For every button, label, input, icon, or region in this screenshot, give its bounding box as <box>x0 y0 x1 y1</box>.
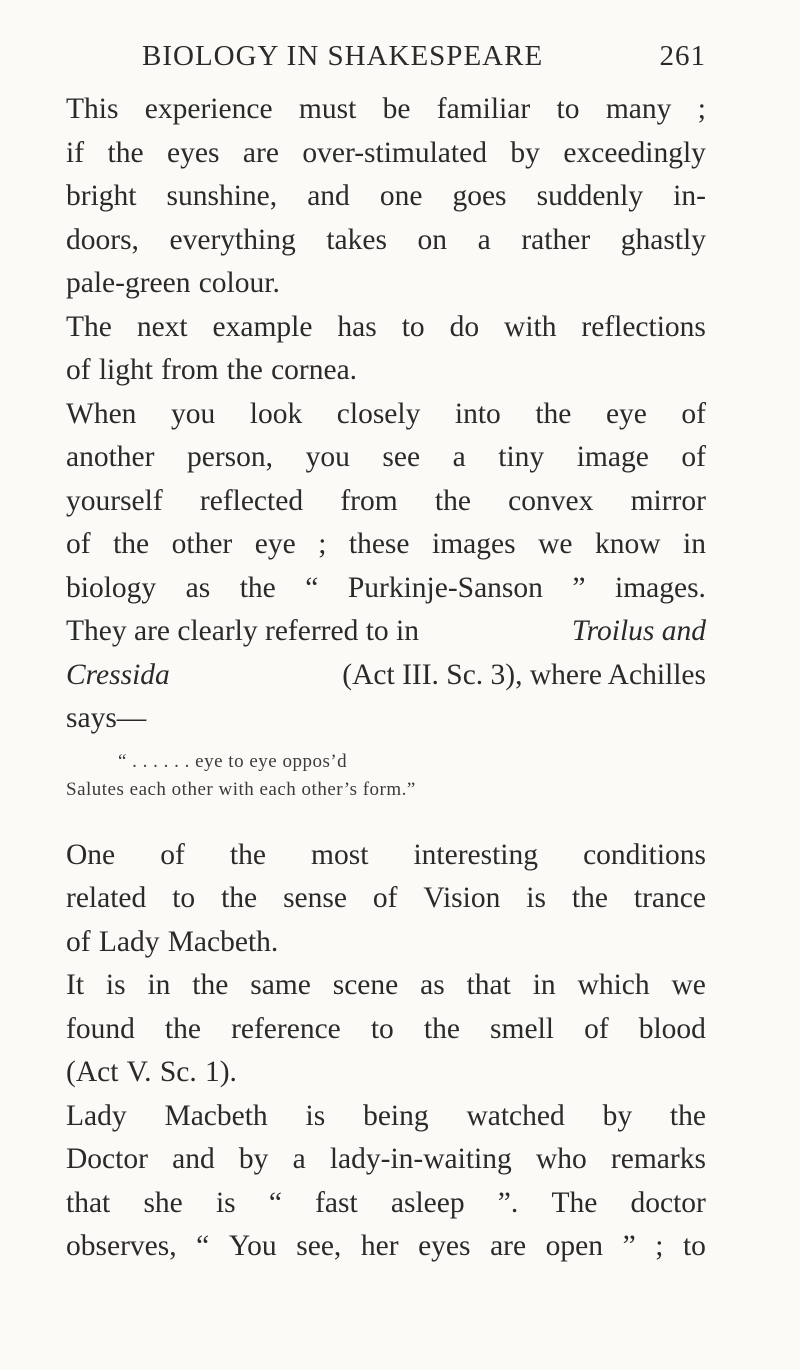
word: sense <box>283 882 347 914</box>
word: yourself <box>66 484 163 517</box>
word: blood <box>638 1012 706 1045</box>
word: One <box>66 838 116 871</box>
word: you <box>305 441 350 473</box>
word: to <box>172 882 196 914</box>
word: be <box>382 93 411 125</box>
word: ” <box>572 571 586 604</box>
word: that <box>466 969 511 1001</box>
word: most <box>311 838 369 871</box>
word: know <box>594 528 661 560</box>
word: reflected <box>199 484 304 517</box>
word: person, <box>187 441 274 473</box>
word: is <box>305 1099 326 1132</box>
word: on <box>417 223 448 256</box>
word: to <box>370 1012 394 1045</box>
word: the <box>192 969 229 1001</box>
word: to <box>682 1230 706 1262</box>
word: “ <box>196 1230 210 1262</box>
block-quote <box>66 748 706 804</box>
word: bright <box>66 180 137 212</box>
word: Doctor <box>66 1143 148 1175</box>
word: same <box>250 969 311 1001</box>
word: images <box>432 528 516 560</box>
word: by <box>510 136 540 169</box>
word: “ <box>305 571 319 604</box>
word: is <box>105 969 126 1001</box>
word: of <box>66 528 91 560</box>
text-line <box>66 1051 706 1095</box>
word: and <box>172 1143 215 1175</box>
word: images. <box>615 571 706 604</box>
word: is <box>526 882 546 914</box>
word: being <box>363 1099 429 1132</box>
text-line <box>66 964 706 1008</box>
word: watched <box>466 1099 565 1132</box>
text-line <box>66 697 706 741</box>
word: suddenly <box>536 180 644 212</box>
word: smell <box>490 1012 554 1045</box>
word: You <box>228 1230 277 1262</box>
word: Sc. <box>159 1056 197 1088</box>
word: that <box>66 1186 111 1219</box>
word: example <box>212 310 313 343</box>
word: pale-green <box>66 267 191 299</box>
word: do <box>449 310 480 343</box>
word: the <box>423 1012 460 1045</box>
word: ; <box>697 93 706 125</box>
word: the <box>229 838 266 871</box>
word: eye <box>254 528 296 560</box>
word: When <box>66 397 137 430</box>
word: trance <box>633 882 706 914</box>
word: of <box>160 838 185 871</box>
body-text <box>66 88 706 1269</box>
quote-line: Salutes each other with each other’s form.” <box>66 778 416 800</box>
word: a <box>292 1143 306 1175</box>
text-line <box>66 1182 706 1226</box>
word: This <box>66 93 119 125</box>
paragraph-1 <box>66 88 706 306</box>
play-title-cressida: Cressida <box>66 658 170 691</box>
word: rather <box>521 223 591 256</box>
text-line <box>66 132 706 176</box>
word: image <box>576 441 649 473</box>
text-line <box>66 480 706 524</box>
text-line <box>66 88 706 132</box>
word: the <box>535 397 572 430</box>
word: to <box>401 310 425 343</box>
text-line <box>66 523 706 567</box>
word: the <box>113 528 150 560</box>
word: next <box>136 310 188 343</box>
text-line <box>66 219 706 263</box>
word: which <box>577 969 650 1001</box>
word: reference <box>231 1012 341 1045</box>
text-line <box>66 393 706 437</box>
word: the <box>226 354 263 386</box>
word: eyes <box>418 1230 471 1262</box>
word: open <box>545 1230 603 1262</box>
word: the <box>669 1099 706 1132</box>
word: tiny <box>498 441 545 473</box>
word: ; <box>655 1230 664 1262</box>
word: see <box>382 441 421 473</box>
word: 1). <box>204 1056 237 1088</box>
word: ; <box>318 528 327 560</box>
text-line <box>66 567 706 611</box>
word: are <box>242 136 279 169</box>
word: has <box>337 310 377 343</box>
word: a <box>452 441 466 473</box>
text-line <box>66 1138 706 1182</box>
word: The <box>66 310 112 343</box>
word: doctor <box>630 1186 706 1219</box>
word: of <box>681 441 706 473</box>
word: ghastly <box>620 223 706 256</box>
word: eyes <box>167 136 220 169</box>
word: Macbeth <box>164 1099 268 1132</box>
word: of <box>372 882 398 914</box>
word: Vision <box>423 882 501 914</box>
word: ” <box>622 1230 636 1262</box>
text-line <box>66 921 706 965</box>
word: if <box>66 136 85 169</box>
word: biology <box>66 571 157 604</box>
word: are <box>490 1230 527 1262</box>
word: of <box>584 1012 609 1045</box>
word: Lady <box>66 1099 127 1132</box>
word: from <box>161 354 219 386</box>
word: the <box>107 136 144 169</box>
text-line-with-title <box>66 654 706 698</box>
word: as <box>420 969 445 1001</box>
word: scene <box>332 969 399 1001</box>
paragraph-2 <box>66 306 706 393</box>
text-line-with-title <box>66 610 706 654</box>
word: conditions <box>583 838 706 871</box>
word: experience <box>144 93 273 125</box>
word: reflections <box>581 310 706 343</box>
word: of <box>66 354 91 386</box>
word: observes, <box>66 1230 177 1262</box>
word: see, <box>296 1230 342 1262</box>
text-line <box>66 877 706 921</box>
text-line <box>66 175 706 219</box>
line-text: says— <box>66 702 147 734</box>
line-text: (Act III. Sc. 3), where Achilles <box>342 658 706 691</box>
running-head <box>66 36 706 88</box>
word: light <box>98 354 153 386</box>
text-line <box>66 349 706 393</box>
page-number: 261 <box>659 40 706 72</box>
line-text: They are clearly referred to in <box>66 615 419 647</box>
word: in- <box>673 180 706 212</box>
word: these <box>348 528 410 560</box>
text-line <box>66 436 706 480</box>
word: as <box>185 571 211 604</box>
word: the <box>164 1012 201 1045</box>
word: Purkinje-Sanson <box>347 571 543 604</box>
word: is <box>215 1186 236 1219</box>
word: cornea. <box>271 354 358 386</box>
word: one <box>379 180 423 212</box>
word: with <box>504 310 557 343</box>
word: the <box>571 882 608 914</box>
word: look <box>249 397 303 430</box>
paragraph-4 <box>66 834 706 965</box>
word: other <box>171 528 233 560</box>
word: related <box>66 882 147 914</box>
word: eye <box>605 397 647 430</box>
word: you <box>170 397 216 430</box>
word: many <box>605 93 672 125</box>
word: into <box>454 397 501 430</box>
word: a <box>477 223 491 256</box>
word: asleep <box>390 1186 465 1219</box>
book-page <box>66 36 706 1269</box>
word: and <box>307 180 350 212</box>
word: who <box>535 1143 587 1175</box>
paragraph-6 <box>66 1095 706 1269</box>
word: convex <box>508 484 594 517</box>
word: we <box>538 528 573 560</box>
word: lady-in-waiting <box>329 1143 512 1175</box>
text-line <box>66 1095 706 1139</box>
word: by <box>602 1099 633 1132</box>
word: goes <box>452 180 507 212</box>
word: The <box>551 1186 598 1219</box>
word: “ <box>268 1186 282 1219</box>
word: in <box>147 969 171 1001</box>
word: (Act <box>66 1056 119 1088</box>
word: doors, <box>66 223 139 256</box>
word: Lady <box>98 925 160 958</box>
word: another <box>66 441 155 473</box>
word: mirror <box>630 484 706 517</box>
text-line <box>66 834 706 878</box>
word: interesting <box>413 838 538 871</box>
play-title-troilus: Troilus and <box>571 615 706 647</box>
word: V. <box>126 1056 152 1088</box>
word: of <box>681 397 706 430</box>
running-title: BIOLOGY IN SHAKESPEARE <box>142 40 544 72</box>
word: takes <box>326 223 387 256</box>
word: of <box>66 925 91 958</box>
word: familiar <box>436 93 531 125</box>
word: the <box>239 571 276 604</box>
paragraph-3 <box>66 393 706 741</box>
word: sunshine, <box>166 180 278 212</box>
word: closely <box>336 397 421 430</box>
word: everything <box>169 223 296 256</box>
quote-line: “ . . . . . . eye to eye oppos’d <box>118 750 348 772</box>
word: Macbeth. <box>167 925 279 958</box>
word: she <box>143 1186 183 1219</box>
text-line <box>66 262 706 306</box>
word: by <box>238 1143 269 1175</box>
word: her <box>360 1230 399 1262</box>
text-line <box>66 1225 706 1269</box>
word: from <box>340 484 398 517</box>
word: found <box>66 1012 135 1045</box>
word: fast <box>315 1186 358 1219</box>
text-line <box>66 306 706 350</box>
text-line <box>66 1008 706 1052</box>
word: ”. <box>497 1186 519 1219</box>
word: remarks <box>610 1143 706 1175</box>
paragraph-5 <box>66 964 706 1095</box>
word: to <box>556 93 580 125</box>
word: exceedingly <box>563 136 706 169</box>
word: over-stimulated <box>302 136 487 169</box>
word: we <box>671 969 706 1001</box>
word: in <box>683 528 706 560</box>
word: It <box>66 969 85 1001</box>
word: the <box>221 882 258 914</box>
word: colour. <box>198 267 280 299</box>
word: the <box>434 484 471 517</box>
word: must <box>298 93 357 125</box>
word: in <box>532 969 556 1001</box>
